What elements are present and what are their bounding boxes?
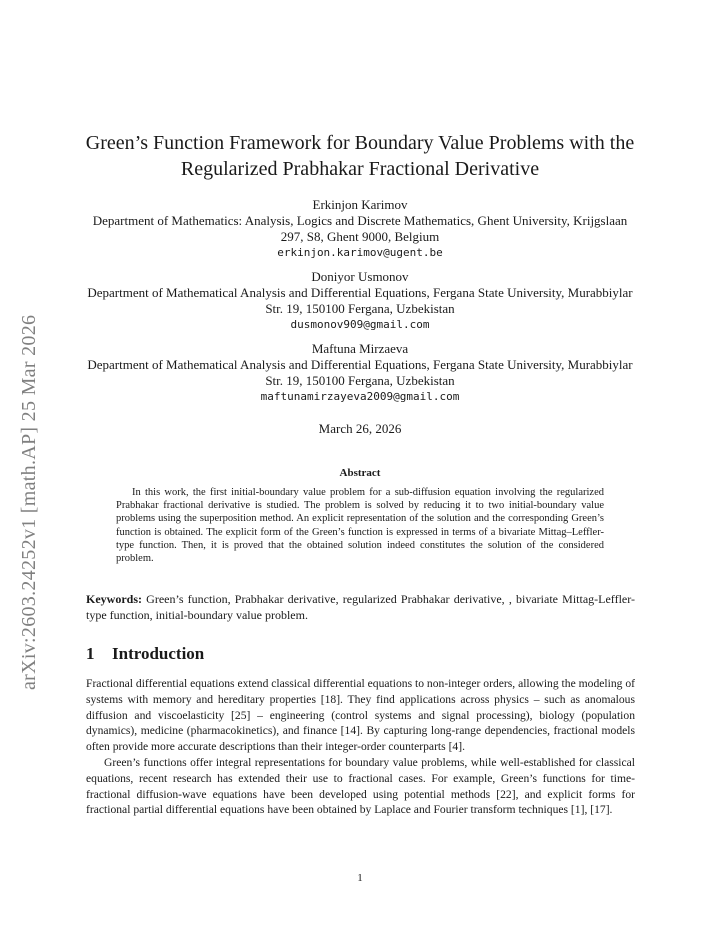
arxiv-identifier[interactable]: arXiv:2603.24252v1 [math.AP] 25 Mar 2026 — [18, 314, 40, 690]
author-affiliation: Department of Mathematics: Analysis, Logics and Discrete Mathematics, Ghent University, Krijgslaan 297, S8, Ghent 9000, Belgium — [92, 213, 628, 244]
author-block — [80, 269, 640, 333]
author-name: Erkinjon Karimov — [312, 197, 408, 212]
section-title: Introduction — [112, 644, 205, 663]
keywords-text: Green’s function, Prabhakar derivative, regularized Prabhakar derivative, , bivariate Mittag-Leffler-type function, initial-boundary value problem. — [86, 592, 635, 622]
page-number: 1 — [357, 872, 363, 884]
section-heading — [86, 644, 635, 664]
author-name: Doniyor Usmonov — [311, 269, 409, 284]
abstract-text: In this work, the first initial-boundary value problem for a sub-diffusion equation involving the regularized Prabhakar fractional derivative is studied. The problem is solved by reducing it to two initial-boundary value problems using the superposition method. An explicit representation of the solution and the corresponding Green’s function is obtained. The explicit form of the Green’s function is expressed in terms of a bivariate Mittag–Leffler-type function. Then, it is proved that the obtained solution indeed constitutes the solution of the considered problem. — [116, 487, 604, 565]
author-email[interactable]: maftunamirzayeva2009@gmail.com — [260, 390, 460, 403]
author-block — [80, 197, 640, 261]
author-affiliation: Department of Mathematical Analysis and Differential Equations, Fergana State University, Murabbiylar Str. 19, 150100 Fergana, Uzbekistan — [87, 285, 633, 316]
author-block — [80, 341, 640, 405]
keywords-label: Keywords: — [86, 592, 142, 606]
author-name: Maftuna Mirzaeva — [311, 341, 409, 356]
paragraph: Fractional differential equations extend classical differential equations to non-integer orders, allowing the modeling of systems with memory and hereditary properties [18]. They find applications across physics – such as anomalous diffusion and viscoelasticity [25] – engineering (control systems and signal processing), biology (population dynamics), medicine (pharmacokinetics), and finance [14]. By capturing long-range dependencies, fractional models often provide more accurate descriptions than their integer-order counterparts [4]. — [86, 677, 635, 754]
paper-title: Green’s Function Framework for Boundary Value Problems with the Regularized Prabhakar Fractional Derivative — [85, 132, 635, 180]
author-list — [80, 197, 640, 413]
paper-date: March 26, 2026 — [318, 421, 402, 436]
paragraph: Green’s functions offer integral representations for boundary value problems, while well-established for classical equations, recent research has extended their use to fractional cases. For example, Green’s functions for time-fractional diffusion-wave equations have been developed using potential methods [22], and explicit forms for fractional partial differential equations have been obtained by Laplace and Fourier transform techniques [1], [17]. — [86, 756, 635, 817]
author-email[interactable]: dusmonov909@gmail.com — [290, 318, 430, 331]
author-email[interactable]: erkinjon.karimov@ugent.be — [277, 246, 443, 259]
section-number: 1 — [86, 644, 95, 663]
abstract-heading: Abstract — [339, 467, 381, 479]
keywords — [86, 591, 635, 623]
author-affiliation: Department of Mathematical Analysis and Differential Equations, Fergana State University, Murabbiylar Str. 19, 150100 Fergana, Uzbekistan — [87, 357, 633, 388]
